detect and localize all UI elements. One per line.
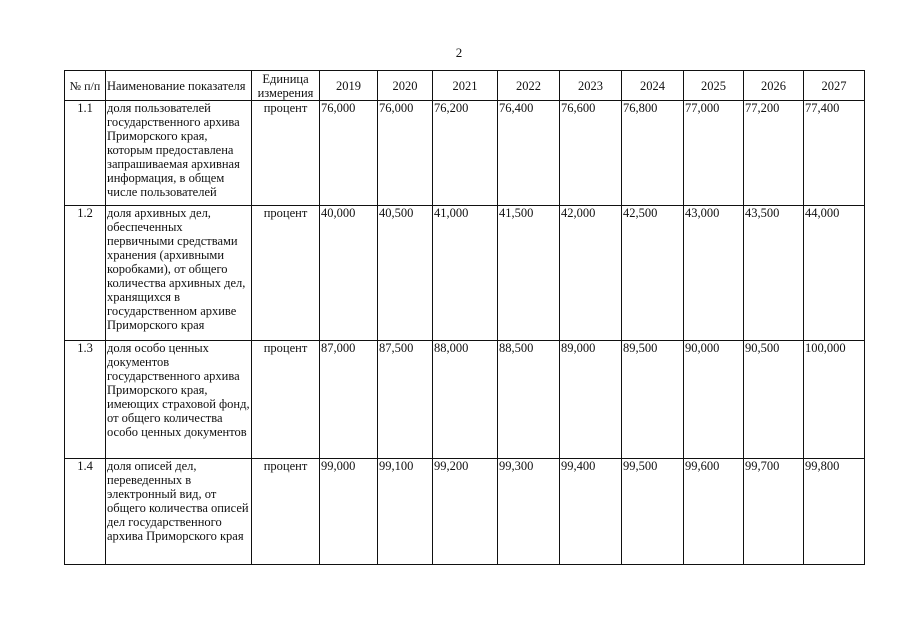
row-number: 1.3 [65, 341, 106, 459]
value-cell: 99,000 [320, 459, 378, 565]
unit-cell: процент [252, 101, 320, 206]
row-number: 1.1 [65, 101, 106, 206]
header-year: 2025 [684, 71, 744, 101]
indicator-name: доля архивных дел, обеспеченных первичными средствами хранения (архивными коробками), от общего количества архивных дел, хранящихся в государственном архиве Приморского края [106, 206, 252, 341]
header-year: 2024 [622, 71, 684, 101]
table-row [65, 206, 865, 341]
header-year: 2026 [744, 71, 804, 101]
value-cell: 90,000 [684, 341, 744, 459]
value-cell: 88,500 [498, 341, 560, 459]
value-cell: 76,600 [560, 101, 622, 206]
header-year: 2020 [378, 71, 433, 101]
indicator-name: доля описей дел, переведенных в электронный вид, от общего количества описей дел государственного архива Приморского края [106, 459, 252, 565]
value-cell: 76,800 [622, 101, 684, 206]
row-number: 1.2 [65, 206, 106, 341]
value-cell: 99,100 [378, 459, 433, 565]
header-name: Наименование показателя [106, 71, 252, 101]
value-cell: 99,500 [622, 459, 684, 565]
table-row [65, 101, 865, 206]
value-cell: 77,200 [744, 101, 804, 206]
value-cell: 43,000 [684, 206, 744, 341]
value-cell: 40,000 [320, 206, 378, 341]
value-cell: 77,000 [684, 101, 744, 206]
value-cell: 88,000 [433, 341, 498, 459]
table-row [65, 459, 865, 565]
value-cell: 77,400 [804, 101, 865, 206]
value-cell: 90,500 [744, 341, 804, 459]
page-number: 2 [455, 45, 463, 60]
value-cell: 76,000 [320, 101, 378, 206]
value-cell: 89,000 [560, 341, 622, 459]
value-cell: 76,200 [433, 101, 498, 206]
value-cell: 42,000 [560, 206, 622, 341]
unit-cell: процент [252, 459, 320, 565]
header-year: 2021 [433, 71, 498, 101]
value-cell: 99,600 [684, 459, 744, 565]
header-year: 2019 [320, 71, 378, 101]
indicator-name: доля пользователей государственного архива Приморского края, которым предоставлена запрашиваемая архивная информация, в общем числе пользователей [106, 101, 252, 206]
value-cell: 87,000 [320, 341, 378, 459]
value-cell: 99,700 [744, 459, 804, 565]
indicators-table [64, 70, 865, 565]
value-cell: 89,500 [622, 341, 684, 459]
value-cell: 76,000 [378, 101, 433, 206]
value-cell: 99,200 [433, 459, 498, 565]
header-unit: Единица измерения [252, 71, 320, 101]
value-cell: 41,000 [433, 206, 498, 341]
table-header-row [65, 71, 865, 101]
unit-cell: процент [252, 341, 320, 459]
header-num: № п/п [65, 71, 106, 101]
header-year: 2027 [804, 71, 865, 101]
value-cell: 99,300 [498, 459, 560, 565]
value-cell: 100,000 [804, 341, 865, 459]
row-number: 1.4 [65, 459, 106, 565]
unit-cell: процент [252, 206, 320, 341]
value-cell: 40,500 [378, 206, 433, 341]
value-cell: 42,500 [622, 206, 684, 341]
table-row [65, 341, 865, 459]
value-cell: 99,400 [560, 459, 622, 565]
value-cell: 99,800 [804, 459, 865, 565]
indicator-name: доля особо ценных документов государственного архива Приморского края, имеющих страховой фонд, от общего количества особо ценных документов [106, 341, 252, 459]
value-cell: 43,500 [744, 206, 804, 341]
value-cell: 76,400 [498, 101, 560, 206]
value-cell: 87,500 [378, 341, 433, 459]
header-year: 2023 [560, 71, 622, 101]
value-cell: 44,000 [804, 206, 865, 341]
header-year: 2022 [498, 71, 560, 101]
value-cell: 41,500 [498, 206, 560, 341]
